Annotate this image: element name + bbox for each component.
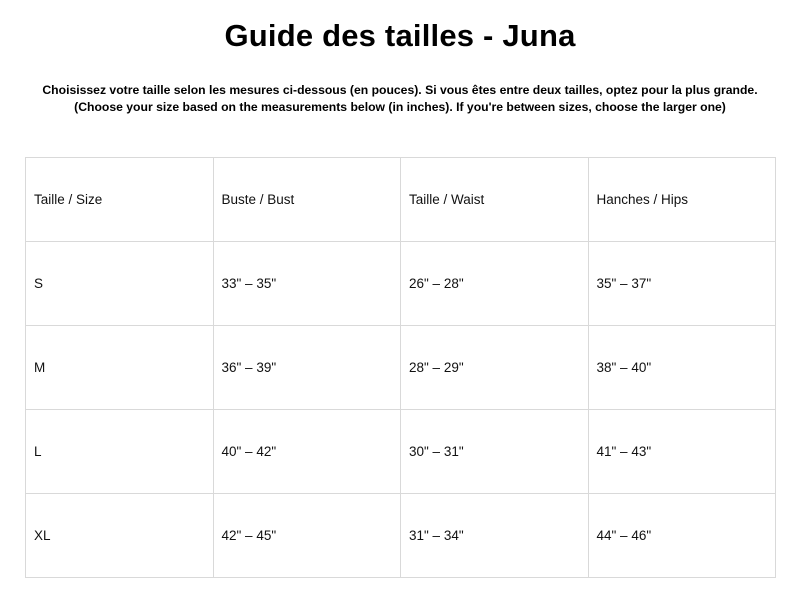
- header-hips: Hanches / Hips: [588, 158, 776, 242]
- cell-hips: 38" – 40": [588, 326, 776, 410]
- cell-bust: 33" – 35": [213, 242, 401, 326]
- instructions-english: (Choose your size based on the measurements below (in inches). If you're between sizes, choose the larger one): [74, 100, 726, 114]
- table-header-row: [26, 158, 776, 242]
- cell-size: L: [26, 410, 214, 494]
- cell-waist: 31" – 34": [401, 494, 589, 578]
- cell-waist: 28" – 29": [401, 326, 589, 410]
- cell-waist: 26" – 28": [401, 242, 589, 326]
- cell-bust: 42" – 45": [213, 494, 401, 578]
- cell-waist: 30" – 31": [401, 410, 589, 494]
- instructions-french: Choisissez votre taille selon les mesures ci-dessous (en pouces). Si vous êtes entre deux tailles, optez pour la plus grande.: [42, 83, 758, 97]
- header-bust: Buste / Bust: [213, 158, 401, 242]
- table-row: [26, 326, 776, 410]
- cell-bust: 36" – 39": [213, 326, 401, 410]
- page-title: Guide des tailles - Juna: [224, 18, 576, 53]
- cell-hips: 41" – 43": [588, 410, 776, 494]
- cell-hips: 44" – 46": [588, 494, 776, 578]
- cell-hips: 35" – 37": [588, 242, 776, 326]
- size-chart-table: [25, 157, 776, 578]
- table-row: [26, 242, 776, 326]
- table-row: [26, 494, 776, 578]
- cell-size: S: [26, 242, 214, 326]
- size-instructions: [0, 82, 800, 116]
- table-row: [26, 410, 776, 494]
- header-waist: Taille / Waist: [401, 158, 589, 242]
- header-size: Taille / Size: [26, 158, 214, 242]
- cell-bust: 40" – 42": [213, 410, 401, 494]
- cell-size: M: [26, 326, 214, 410]
- cell-size: XL: [26, 494, 214, 578]
